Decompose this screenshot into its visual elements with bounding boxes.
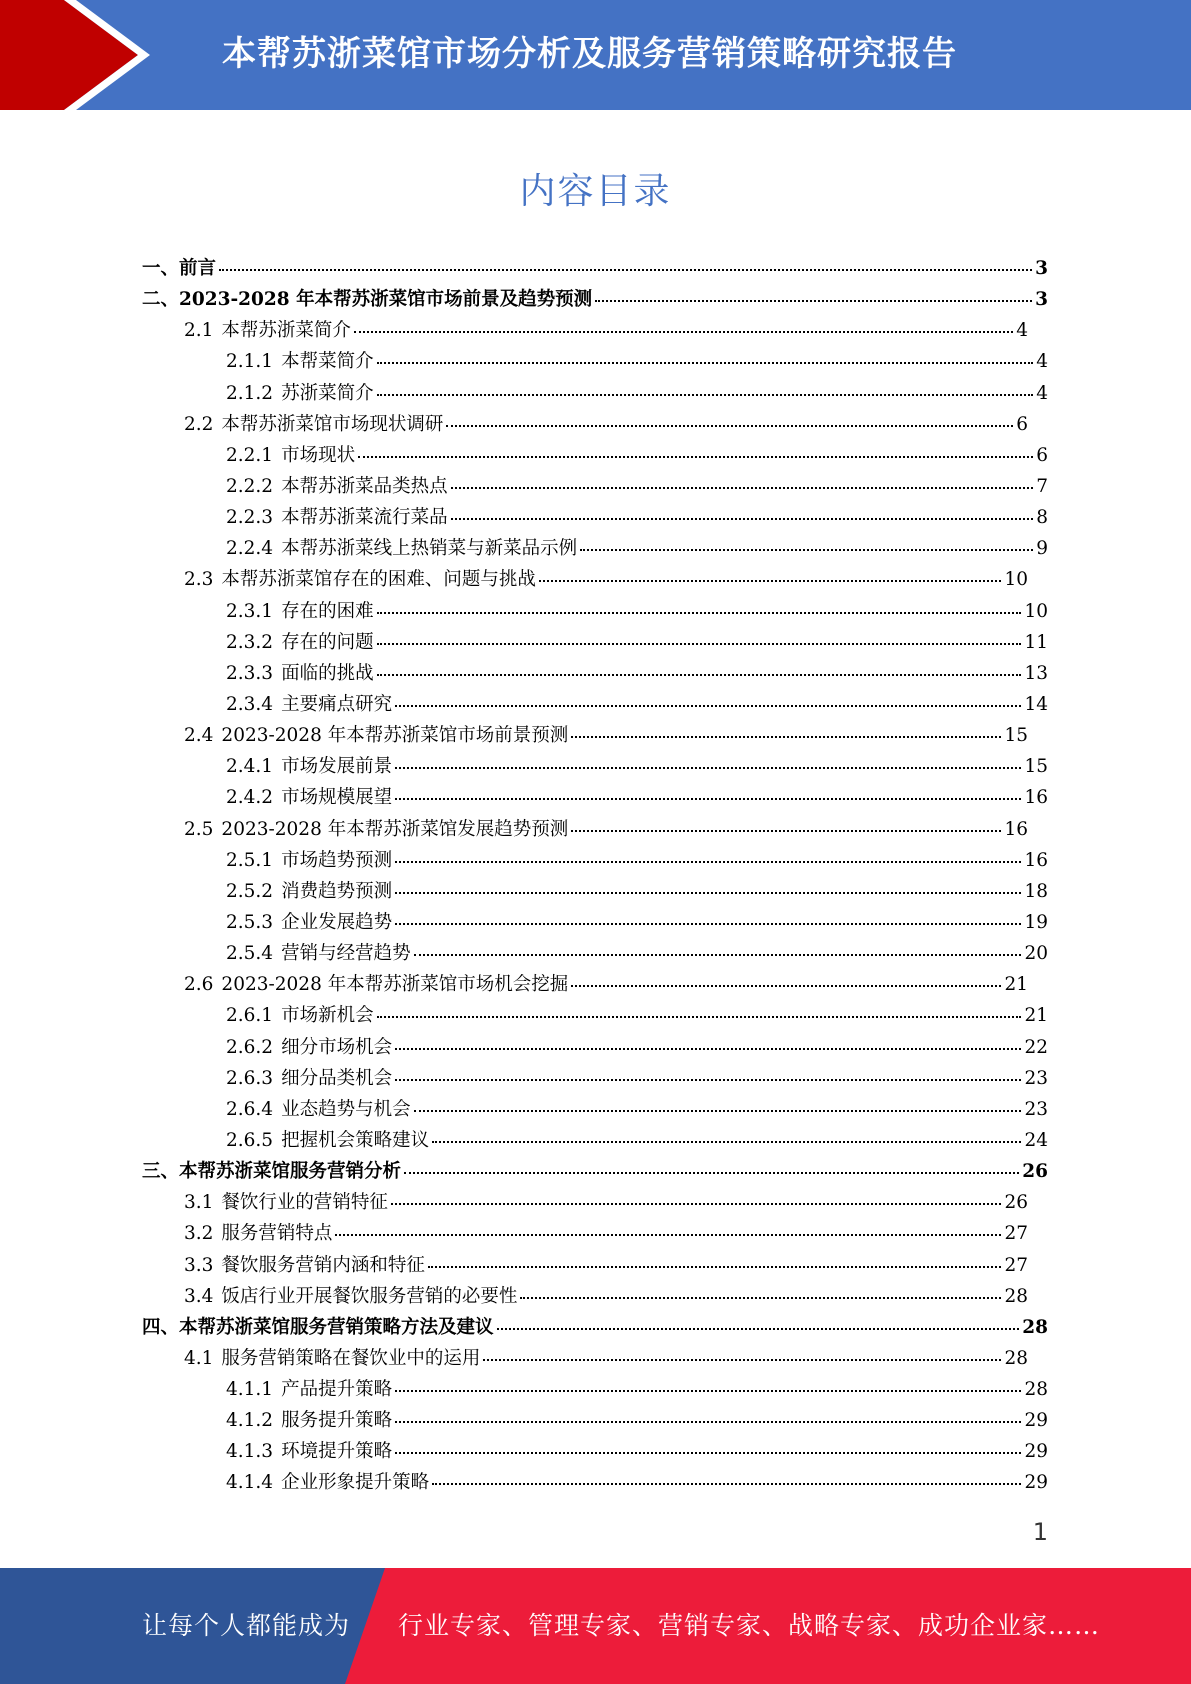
toc-dot-leader	[395, 1421, 1021, 1423]
toc-entry-page: 16	[1004, 818, 1028, 840]
toc-entry-page: 6	[1036, 444, 1048, 466]
footer-slogan-left: 让每个人都能成为	[142, 1611, 351, 1640]
toc-entry-label: 本帮苏浙菜馆服务营销分析	[179, 1161, 402, 1183]
toc-entry-label: 存在的问题	[281, 631, 374, 653]
toc-entry-label: 餐饮行业的营销特征	[221, 1192, 388, 1214]
toc-entry-number: 2.3.2	[226, 631, 274, 653]
toc-entry-number: 2.5.1	[226, 849, 274, 871]
toc-entry-label: 企业发展趋势	[281, 911, 393, 933]
toc-entry-page: 24	[1024, 1129, 1048, 1151]
toc-dot-leader	[446, 425, 1013, 427]
toc-entry[interactable]	[0, 721, 1028, 752]
toc-entry[interactable]	[0, 877, 1048, 908]
toc-entry-page: 28	[1004, 1347, 1028, 1369]
toc-entry-number: 2.2	[184, 413, 214, 435]
toc-entry-page: 23	[1024, 1067, 1048, 1089]
toc-entry-label: 服务营销特点	[221, 1223, 333, 1245]
toc-dot-leader	[571, 830, 1001, 832]
toc-entry-number: 4.1.2	[226, 1410, 274, 1432]
toc-entry-page: 4	[1036, 382, 1048, 404]
toc-entry-number: 2.2.1	[226, 444, 274, 466]
toc-dot-leader	[395, 705, 1021, 707]
toc-entry-number: 4.1.1	[226, 1379, 274, 1401]
toc-entry-label: 市场趋势预测	[281, 849, 393, 871]
toc-entry-label: 本帮苏浙菜馆市场现状调研	[221, 413, 444, 435]
toc-entry-label: 本帮苏浙菜线上热销菜与新菜品示例	[281, 538, 578, 560]
toc-dot-leader	[354, 331, 1013, 333]
toc-entry-label: 市场发展前景	[281, 756, 393, 778]
toc-entry-number: 2.4.1	[226, 756, 274, 778]
toc-dot-leader	[580, 549, 1033, 551]
toc-dot-leader	[414, 954, 1022, 956]
toc-entry-label: 把握机会策略建议	[281, 1129, 430, 1151]
toc-entry-number: 2.4.2	[226, 787, 274, 809]
toc-entry[interactable]	[0, 1437, 1048, 1468]
toc-entry-page: 27	[1004, 1223, 1028, 1245]
toc-entry[interactable]	[0, 1188, 1028, 1219]
toc-entry-number: 2.3	[184, 569, 214, 591]
toc-entry-number: 4.1.3	[226, 1441, 274, 1463]
toc-dot-leader	[497, 1328, 1020, 1330]
toc-dot-leader	[404, 1172, 1019, 1174]
toc-entry-page: 6	[1016, 413, 1028, 435]
toc-dot-leader	[395, 798, 1021, 800]
toc-entry-page: 18	[1024, 880, 1048, 902]
toc-dot-leader	[395, 861, 1021, 863]
toc-entry[interactable]	[0, 347, 1048, 378]
footer-banner	[0, 1568, 1191, 1684]
toc-entry-page: 21	[1004, 974, 1028, 996]
toc-entry-number: 四、	[142, 1316, 180, 1338]
toc-entry[interactable]	[0, 1001, 1048, 1032]
toc-entry-number: 二、	[142, 289, 180, 311]
toc-entry-page: 22	[1024, 1036, 1048, 1058]
toc-entry-page: 11	[1024, 631, 1048, 653]
toc-entry[interactable]	[0, 441, 1048, 472]
toc-entry[interactable]	[0, 316, 1028, 347]
toc-entry-label: 市场现状	[281, 444, 356, 466]
toc-entry[interactable]	[0, 1282, 1028, 1313]
toc-entry-number: 2.2.3	[226, 507, 274, 529]
toc-dot-leader	[377, 674, 1022, 676]
toc-entry-page: 29	[1024, 1441, 1048, 1463]
toc-entry[interactable]	[0, 534, 1048, 565]
toc-entry-label: 面临的挑战	[281, 662, 374, 684]
toc-entry[interactable]	[0, 1033, 1048, 1064]
toc-entry-label: 2023-2028 年本帮苏浙菜馆市场机会挖掘	[221, 974, 569, 996]
toc-entry-number: 4.1	[184, 1347, 214, 1369]
toc-entry[interactable]	[0, 628, 1048, 659]
toc-entry[interactable]	[0, 597, 1048, 628]
toc-dot-leader	[520, 1297, 1001, 1299]
toc-entry[interactable]	[0, 565, 1028, 596]
toc-entry-label: 主要痛点研究	[281, 693, 393, 715]
toc-dot-leader	[377, 643, 1022, 645]
toc-entry-page: 3	[1035, 258, 1048, 279]
toc-heading: 内容目录	[519, 171, 672, 212]
toc-entry-page: 7	[1036, 475, 1048, 497]
toc-entry-page: 9	[1036, 538, 1048, 560]
toc-entry-page: 13	[1024, 662, 1048, 684]
toc-entry-page: 21	[1024, 1005, 1048, 1027]
toc-entry-number: 2.3.4	[226, 693, 274, 715]
toc-entry[interactable]	[0, 472, 1048, 503]
toc-entry-number: 2.6.2	[226, 1036, 274, 1058]
toc-entry-label: 前言	[179, 258, 217, 279]
toc-entry[interactable]	[0, 752, 1048, 783]
report-title: 本帮苏浙菜馆市场分析及服务营销策略研究报告	[222, 34, 957, 74]
toc-entry-page: 14	[1024, 693, 1048, 715]
toc-entry-page: 10	[1024, 600, 1048, 622]
toc-entry-number: 3.2	[184, 1223, 214, 1245]
toc-entry-label: 本帮苏浙菜品类热点	[281, 475, 448, 497]
footer-slogan-right: 行业专家、管理专家、营销专家、战略专家、成功企业家……	[398, 1611, 1101, 1640]
toc-entry[interactable]	[0, 1219, 1028, 1250]
toc-entry-number: 2.5.3	[226, 911, 274, 933]
toc-entry-label: 服务营销策略在餐饮业中的运用	[221, 1347, 481, 1369]
toc-entry-page: 29	[1024, 1410, 1048, 1432]
toc-entry[interactable]	[0, 1313, 1048, 1344]
toc-entry-number: 三、	[142, 1161, 180, 1183]
toc-entry-label: 2023-2028 年本帮苏浙菜馆市场前景及趋势预测	[179, 289, 593, 311]
toc-entry[interactable]	[0, 1064, 1048, 1095]
toc-entry[interactable]	[0, 1251, 1028, 1282]
header-banner	[0, 0, 1191, 110]
toc-dot-leader	[395, 892, 1021, 894]
toc-entry-label: 产品提升策略	[281, 1379, 393, 1401]
toc-entry[interactable]	[0, 939, 1048, 970]
toc-entry-number: 2.5	[184, 818, 214, 840]
toc-entry-label: 服务提升策略	[281, 1410, 393, 1432]
toc-entry-label: 本帮苏浙菜流行菜品	[281, 507, 448, 529]
toc-entry-number: 一、	[142, 258, 180, 279]
toc-dot-leader	[451, 487, 1034, 489]
toc-entry-number: 2.6.5	[226, 1129, 274, 1151]
toc-entry-number: 2.1	[184, 320, 214, 342]
toc-entry[interactable]	[0, 690, 1048, 721]
toc-dot-leader	[395, 923, 1021, 925]
toc-dot-leader	[377, 394, 1034, 396]
toc-entry[interactable]	[0, 1406, 1048, 1437]
toc-entry-label: 本帮苏浙菜馆服务营销策略方法及建议	[179, 1316, 494, 1338]
toc-entry-label: 细分品类机会	[281, 1067, 393, 1089]
toc-entry-label: 环境提升策略	[281, 1441, 393, 1463]
toc-dot-leader	[571, 736, 1001, 738]
toc-dot-leader	[391, 1203, 1002, 1205]
toc-entry-number: 2.6	[184, 974, 214, 996]
toc-entry[interactable]	[0, 379, 1048, 410]
toc-entry-page: 28	[1022, 1316, 1048, 1338]
toc-entry-label: 2023-2028 年本帮苏浙菜馆发展趋势预测	[221, 818, 569, 840]
toc-entry-label: 2023-2028 年本帮苏浙菜馆市场前景预测	[221, 725, 569, 747]
toc-dot-leader	[428, 1266, 1002, 1268]
toc-entry[interactable]	[0, 846, 1048, 877]
toc-entry-page: 26	[1004, 1192, 1028, 1214]
toc-entry-page: 28	[1004, 1285, 1028, 1307]
toc-entry-label: 业态趋势与机会	[281, 1098, 411, 1120]
toc-entry-number: 2.1.1	[226, 351, 274, 373]
toc-entry-page: 19	[1024, 911, 1048, 933]
toc-dot-leader	[377, 362, 1034, 364]
toc-entry[interactable]	[0, 815, 1028, 846]
toc-dot-leader	[377, 1016, 1022, 1018]
toc-entry-label: 市场规模展望	[281, 787, 393, 809]
toc-entry-label: 消费趋势预测	[281, 880, 393, 902]
toc-entry[interactable]	[0, 1157, 1048, 1188]
toc-entry-number: 2.6.1	[226, 1005, 274, 1027]
toc-entry-label: 餐饮服务营销内涵和特征	[221, 1254, 425, 1276]
toc-entry-number: 2.5.2	[226, 880, 274, 902]
toc-entry-page: 15	[1024, 756, 1048, 778]
table-of-contents	[0, 254, 1191, 1500]
toc-entry[interactable]	[0, 285, 1048, 316]
toc-entry-label: 市场新机会	[281, 1005, 374, 1027]
toc-entry-label: 存在的困难	[281, 600, 374, 622]
toc-entry-label: 本帮菜简介	[281, 351, 374, 373]
toc-entry-page: 15	[1004, 725, 1028, 747]
toc-entry-page: 20	[1024, 943, 1048, 965]
toc-dot-leader	[539, 580, 1002, 582]
toc-dot-leader	[395, 767, 1021, 769]
toc-entry-page: 8	[1036, 507, 1048, 529]
toc-entry-page: 16	[1024, 849, 1048, 871]
toc-entry-page: 28	[1024, 1379, 1048, 1401]
toc-entry-label: 饭店行业开展餐饮服务营销的必要性	[221, 1285, 518, 1307]
toc-dot-leader	[395, 1452, 1021, 1454]
toc-entry-number: 2.4	[184, 725, 214, 747]
toc-entry-number: 3.4	[184, 1285, 214, 1307]
toc-entry-number: 2.1.2	[226, 382, 274, 404]
toc-entry-label: 企业形象提升策略	[281, 1472, 430, 1494]
toc-dot-leader	[432, 1141, 1021, 1143]
toc-entry-label: 本帮苏浙菜馆存在的困难、问题与挑战	[221, 569, 536, 591]
toc-dot-leader	[414, 1110, 1022, 1112]
toc-entry[interactable]	[0, 783, 1048, 814]
toc-dot-leader	[219, 269, 1032, 271]
toc-entry[interactable]	[0, 1095, 1048, 1126]
toc-entry-number: 3.1	[184, 1192, 214, 1214]
banner-arrow-decoration	[0, 0, 150, 110]
toc-entry-page: 26	[1022, 1161, 1048, 1183]
toc-entry-number: 2.2.2	[226, 475, 274, 497]
toc-entry[interactable]	[0, 1126, 1048, 1157]
toc-dot-leader	[395, 1048, 1021, 1050]
toc-dot-leader	[483, 1359, 1001, 1361]
toc-dot-leader	[335, 1234, 1001, 1236]
toc-entry[interactable]	[0, 1468, 1048, 1499]
toc-entry-page: 3	[1035, 289, 1048, 311]
toc-dot-leader	[595, 300, 1032, 302]
toc-dot-leader	[358, 456, 1033, 458]
toc-entry-number: 2.3.1	[226, 600, 274, 622]
toc-dot-leader	[377, 612, 1022, 614]
toc-dot-leader	[432, 1483, 1021, 1485]
toc-entry-label: 苏浙菜简介	[281, 382, 374, 404]
toc-entry-label: 本帮苏浙菜简介	[221, 320, 351, 342]
toc-entry-number: 2.2.4	[226, 538, 274, 560]
page-number: 1	[1032, 1518, 1048, 1546]
toc-entry-page: 4	[1036, 351, 1048, 373]
toc-entry-number: 2.5.4	[226, 943, 274, 965]
toc-entry[interactable]	[0, 410, 1028, 441]
toc-entry[interactable]	[0, 1375, 1048, 1406]
toc-entry-number: 2.6.4	[226, 1098, 274, 1120]
toc-entry[interactable]	[0, 970, 1028, 1001]
toc-dot-leader	[395, 1079, 1021, 1081]
toc-entry-page: 4	[1016, 320, 1028, 342]
toc-dot-leader	[451, 518, 1034, 520]
toc-entry-page: 29	[1024, 1472, 1048, 1494]
toc-dot-leader	[395, 1390, 1021, 1392]
toc-entry-page: 16	[1024, 787, 1048, 809]
toc-entry-page: 10	[1004, 569, 1028, 591]
toc-entry[interactable]	[0, 1344, 1028, 1375]
toc-entry[interactable]	[0, 254, 1048, 285]
toc-entry-page: 23	[1024, 1098, 1048, 1120]
toc-entry-label: 细分市场机会	[281, 1036, 393, 1058]
toc-entry-page: 27	[1004, 1254, 1028, 1276]
toc-entry[interactable]	[0, 659, 1048, 690]
toc-entry[interactable]	[0, 908, 1048, 939]
toc-entry-number: 3.3	[184, 1254, 214, 1276]
toc-entry-number: 4.1.4	[226, 1472, 274, 1494]
toc-dot-leader	[571, 985, 1001, 987]
toc-entry-number: 2.3.3	[226, 662, 274, 684]
toc-entry[interactable]	[0, 503, 1048, 534]
toc-entry-label: 营销与经营趋势	[281, 943, 411, 965]
toc-entry-number: 2.6.3	[226, 1067, 274, 1089]
